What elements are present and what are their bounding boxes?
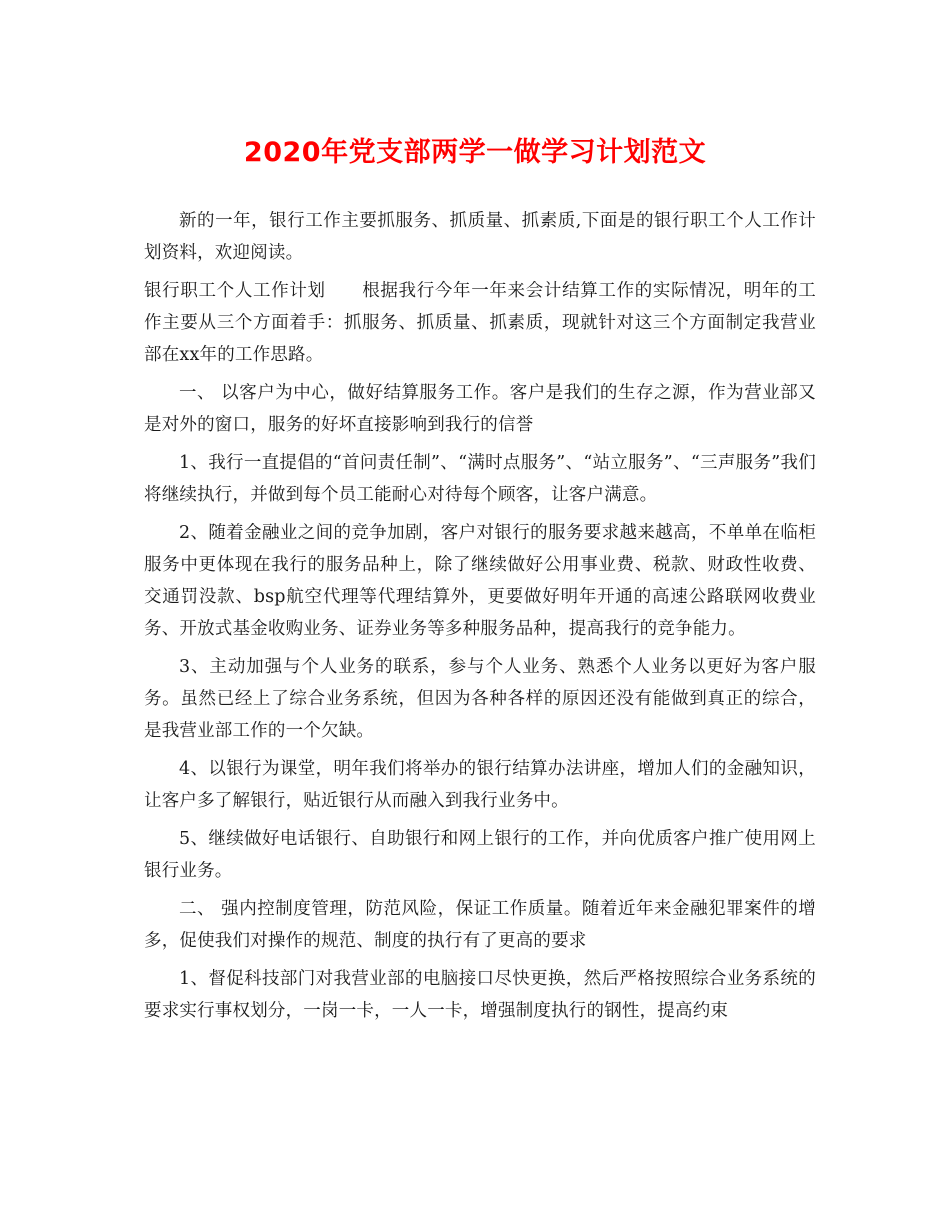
paragraph-item-1-4: 4、以银行为课堂，明年我们将举办的银行结算办法讲座，增加人们的金融知识，让客户多了解银行，贴近银行从而融入到我行业务中。 [144,759,816,811]
inline-heading: 银行职工个人工作计划 [144,281,326,301]
paragraph-item-1-5: 5、继续做好电话银行、自助银行和网上银行的工作，并向优质客户推广使用网上银行业务。 [144,829,816,881]
document-body [144,205,816,1033]
paragraph-intro: 新的一年，银行工作主要抓服务、抓质量、抓素质,下面是的银行职工个人工作计划资料，欢迎阅读。 [144,211,816,263]
paragraph-section-1: 一、 以客户为中心，做好结算服务工作。客户是我们的生存之源，作为营业部又是对外的窗口，服务的好坏直接影响到我行的信誉 [144,383,816,435]
paragraph-item-2-1: 1、督促科技部门对我营业部的电脑接口尽快更换，然后严格按照综合业务系统的要求实行事权划分，一岗一卡，一人一卡，增强制度执行的钢性，提高约束 [144,969,816,1021]
paragraph-plan-text: 根据我行今年一年来会计结算工作的实际情况，明年的工作主要从三个方面着手：抓服务、抓质量、抓素质，现就针对这三个方面制定我营业部在xx年的工作思路。 [144,281,817,365]
document-title: 2020年党支部两学一做学习计划范文 [243,137,707,168]
paragraph-item-1-1: 1、我行一直提倡的“首问责任制”、“满时点服务”、“站立服务”、“三声服务”我们将继续执行，并做到每个员工能耐心对待每个顾客，让客户满意。 [144,453,816,505]
paragraph-section-2: 二、 强内控制度管理，防范风险，保证工作质量。随着近年来金融犯罪案件的增多，促使我们对操作的规范、制度的执行有了更高的要求 [144,899,816,951]
paragraph-item-1-3: 3、主动加强与个人业务的联系，参与个人业务、熟悉个人业务以更好为客户服务。虽然已经上了综合业务系统，但因为各种各样的原因还没有能做到真正的综合，是我营业部工作的一个欠缺。 [144,657,816,741]
paragraph-item-1-2: 2、随着金融业之间的竞争加剧，客户对银行的服务要求越来越高，不单单在临柜服务中更体现在我行的服务品种上，除了继续做好公用事业费、税款、财政性收费、交通罚没款、bsp航空代理等代理结算外，更要做好明年开通的高速公路联网收费业务、开放式基金收购业务、证券业务等多种服务品种，提高我行的竞争能力。 [144,523,816,639]
paragraph-plan [144,275,816,371]
